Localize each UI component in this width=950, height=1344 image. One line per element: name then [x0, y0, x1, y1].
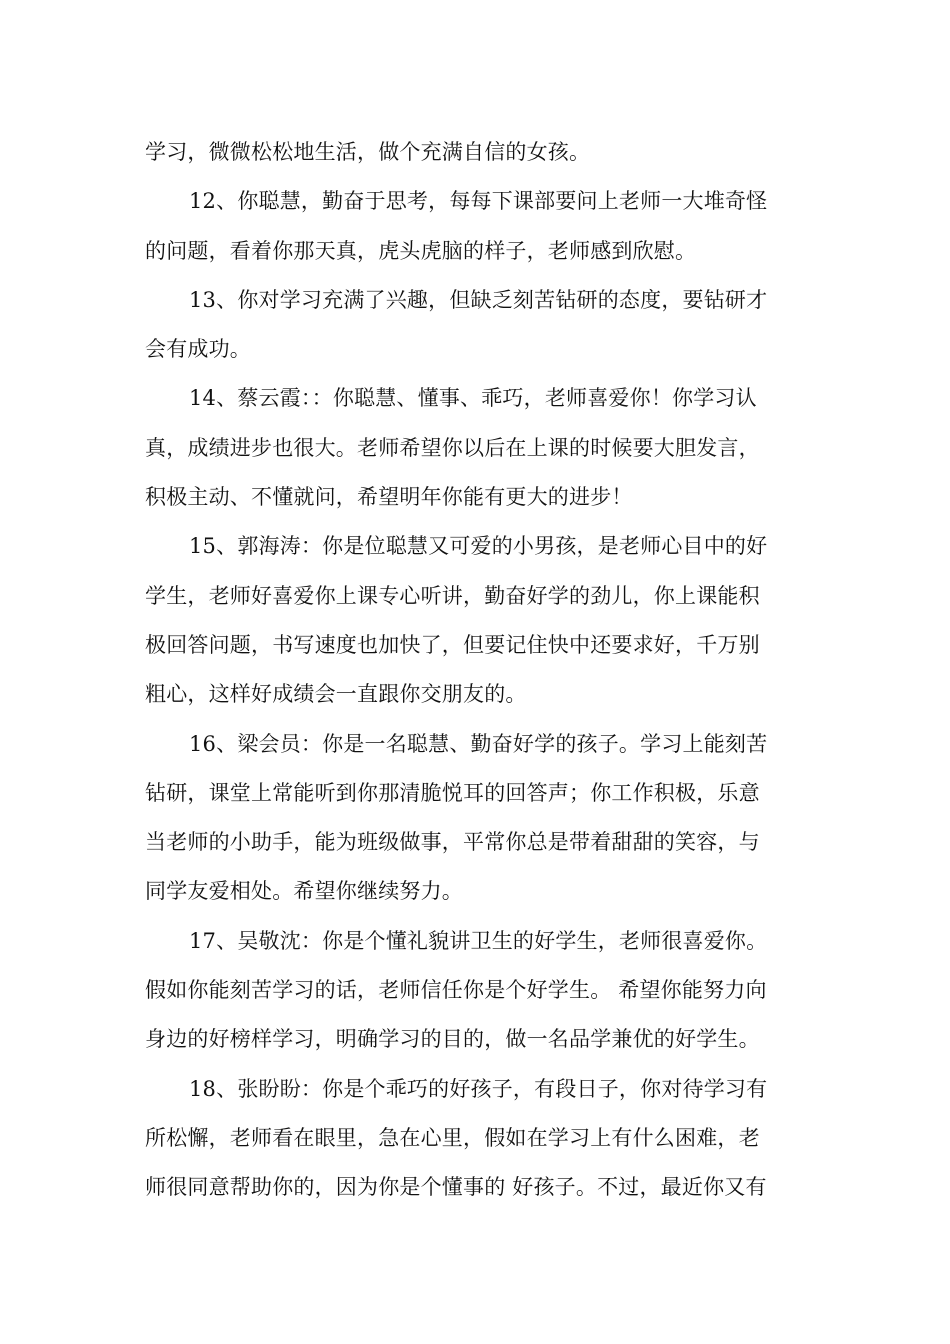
- text-line: 14、蔡云霞：：你聪慧、懂事、乖巧，老师喜爱你！你学习认: [189, 386, 757, 411]
- text-line: 会有成功。: [145, 337, 251, 362]
- text-line: 极回答问题，书写速度也加快了，但要记住快中还要求好，千万别: [145, 632, 760, 657]
- document-body: [145, 128, 810, 1213]
- text-line: 积极主动、不懂就问，希望明年你能有更大的进步！: [145, 485, 633, 510]
- text-line: 假如你能刻苦学习的话，老师信任你是个好学生。 希望你能努力向: [145, 978, 767, 1003]
- text-line: 师很同意帮助你的，因为你是个懂事的 好孩子。不过，最近你又有: [145, 1175, 767, 1200]
- paragraph-15: [145, 522, 810, 719]
- text-line: 学习，微微松松地生活，做个充满自信的女孩。: [145, 140, 591, 164]
- text-line: 18、张盼盼：你是个乖巧的好孩子，有段日子，你对待学习有: [189, 1076, 768, 1101]
- paragraph-12: [145, 177, 810, 276]
- paragraph-18: [145, 1065, 810, 1213]
- text-line: 当老师的小助手，能为班级做事，平常你总是带着甜甜的笑容，与: [145, 830, 760, 855]
- paragraph-13: [145, 276, 810, 375]
- text-line: 12、你聪慧，勤奋于思考，每每下课部要问上老师一大堆奇怪: [189, 189, 768, 214]
- paragraph-17: [145, 917, 810, 1065]
- paragraph-16: [145, 720, 810, 917]
- text-line: 粗心，这样好成绩会一直跟你交朋友的。: [145, 682, 527, 707]
- text-line: 身边的好榜样学习，明确学习的目的，做一名品学兼优的好学生。: [145, 1027, 760, 1052]
- paragraph-continuation: [145, 128, 810, 177]
- text-line: 17、吴敬沈：你是个懂礼貌讲卫生的好学生，老师很喜爱你。: [189, 928, 768, 953]
- paragraph-14: [145, 374, 810, 522]
- text-line: 的问题，看着你那天真，虎头虎脑的样子，老师感到欣慰。: [145, 238, 697, 263]
- text-line: 所松懈，老师看在眼里，急在心里，假如在学习上有什么困难，老: [145, 1125, 760, 1150]
- text-line: 13、你对学习充满了兴趣，但缺乏刻苦钻研的态度，要钻研才: [189, 287, 768, 312]
- text-line: 16、梁会员：你是一名聪慧、勤奋好学的孩子。学习上能刻苦: [189, 731, 768, 756]
- text-line: 同学友爱相处。希望你继续努力。: [145, 879, 463, 904]
- text-line: 15、郭海涛：你是位聪慧又可爱的小男孩，是老师心目中的好: [189, 534, 768, 559]
- text-line: 钻研，课堂上常能听到你那清脆悦耳的回答声；你工作积极，乐意: [145, 780, 760, 805]
- text-line: 学生，老师好喜爱你上课专心听讲，勤奋好学的劲儿，你上课能积: [145, 583, 760, 608]
- text-line: 真，成绩进步也很大。老师希望你以后在上课的时候要大胆发言，: [145, 435, 760, 460]
